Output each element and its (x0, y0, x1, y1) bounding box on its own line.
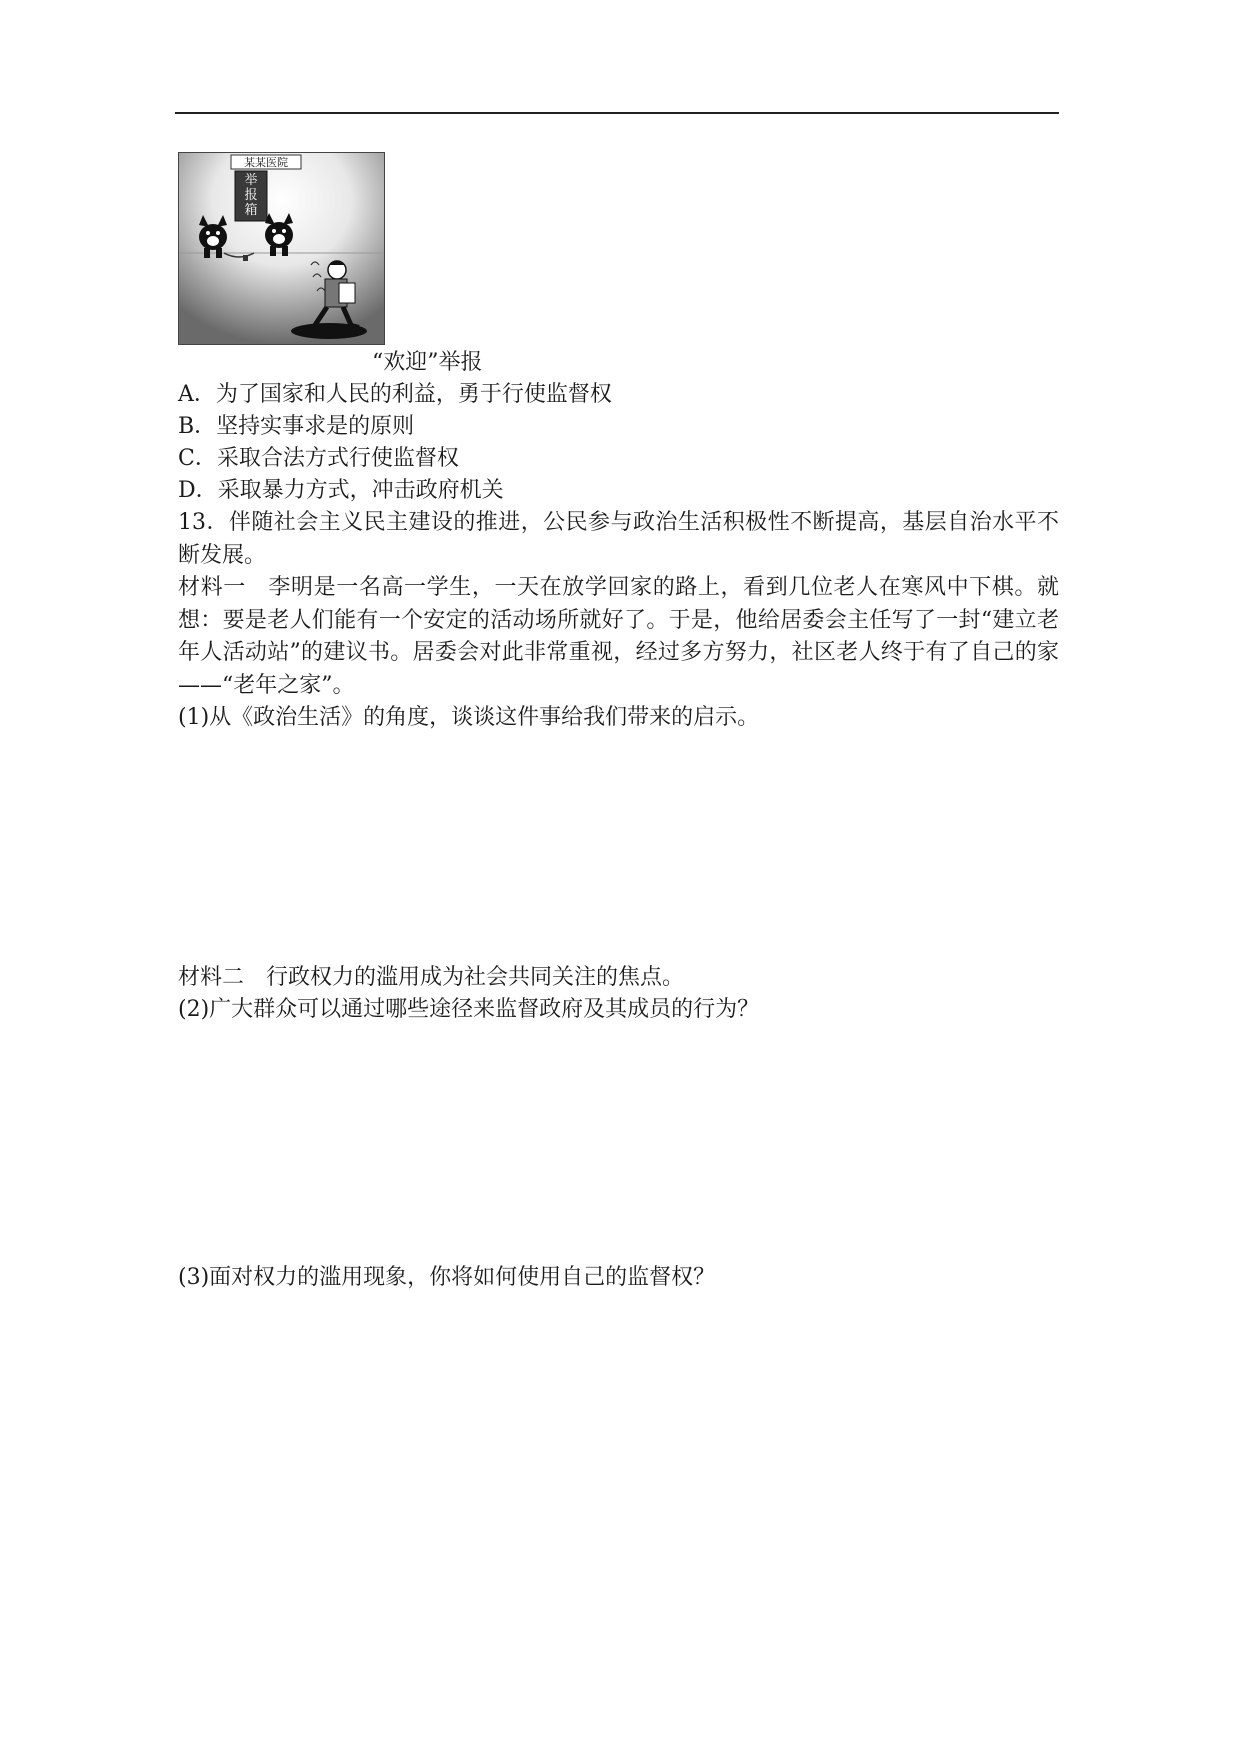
material-two: 材料二 行政权力的滥用成为社会共同关注的焦点。 (178, 965, 685, 990)
figure-caption: “欢迎”举报 (372, 350, 483, 375)
header-rule (175, 112, 1059, 114)
cartoon-figure (178, 152, 385, 345)
sub-question-2: (2)广大群众可以通过哪些途径来监督政府及其成员的行为？ (178, 997, 760, 1022)
sub-question-3: (3)面对权力的滥用现象，你将如何使用自己的监督权？ (178, 1265, 716, 1290)
option-b: B．坚持实事求是的原则 (178, 414, 415, 439)
option-d: D．采取暴力方式，冲击政府机关 (178, 478, 504, 503)
option-a: A．为了国家和人民的利益，勇于行使监督权 (178, 382, 612, 407)
hospital-sign-text: 某某医院 (244, 156, 288, 169)
question-13-intro: 13．伴随社会主义民主建设的推进，公民参与政治生活积极性不断提高，基层自治水平不断发展。 (178, 510, 1059, 568)
option-c: C．采取合法方式行使监督权 (178, 446, 459, 471)
report-box-label: 举报箱 (244, 173, 258, 218)
material-one: 材料一 李明是一名高一学生，一天在放学回家的路上，看到几位老人在寒风中下棋。就想：要是老人们能有一个安定的活动场所就好了。于是，他给居委会主任写了一封“建立老年人活动站”的建议书。居委会对此非常重视，经过多方努力，社区老人终于有了自己的家——“老年之家”。 (178, 575, 1059, 698)
sub-question-1: (1)从《政治生活》的角度，谈谈这件事给我们带来的启示。 (178, 705, 760, 730)
